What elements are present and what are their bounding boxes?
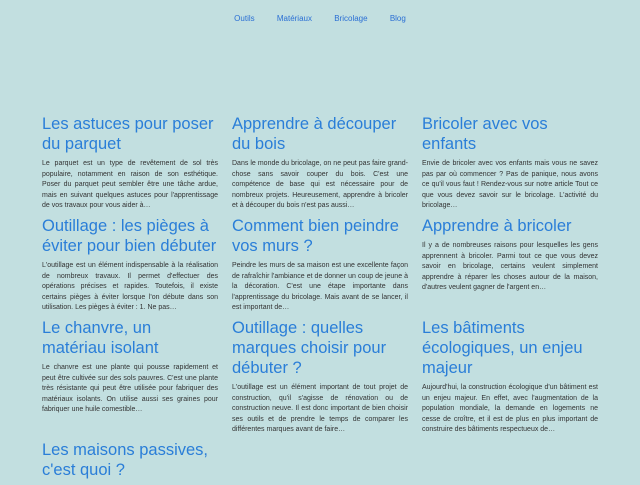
article-card bbox=[42, 318, 218, 440]
article-card bbox=[232, 318, 408, 440]
article-excerpt: L'outillage est un élément important de tout projet de construction, qu'il s'agisse de rénovation ou de construction neuve. Il est donc important de bien choisir ses outils et de prendre le temps de comparer les différentes marques avant de faire… bbox=[232, 384, 408, 433]
nav-link-blog[interactable]: Blog bbox=[389, 14, 406, 23]
nav-link-materiaux[interactable]: Matériaux bbox=[276, 14, 312, 23]
article-card bbox=[42, 440, 218, 485]
top-navigation bbox=[0, 14, 640, 23]
article-card bbox=[232, 114, 408, 216]
nav-link-bricolage[interactable]: Bricolage bbox=[334, 14, 368, 23]
article-excerpt: Envie de bricoler avec vos enfants mais vous ne savez pas par où commencer ? Pas de panique, nous avons ce qu'il vous faut ! Rendez-vous sur notre article Tout ce que vous devez savoir sur le bricolage. L'activité du bricolage… bbox=[422, 160, 598, 209]
article-title-link[interactable]: Outillage : quelles marques choisir pour débuter ? bbox=[232, 319, 387, 377]
article-card bbox=[232, 216, 408, 318]
article-title-link[interactable]: Outillage : les pièges à éviter pour bien débuter bbox=[42, 217, 217, 255]
article-title-link[interactable]: Bricoler avec vos enfants bbox=[422, 115, 548, 153]
article-card bbox=[422, 216, 598, 318]
article-excerpt: Dans le monde du bricolage, on ne peut pas faire grand-chose sans savoir couper du bois. C'est une compétence de base qui est nécessaire pour de nombreux projets. Heureusement, apprendre à bricoler et à découper du bois n'est pas aussi… bbox=[232, 160, 408, 209]
article-card bbox=[422, 114, 598, 216]
article-title-link[interactable]: Apprendre à découper du bois bbox=[232, 115, 397, 153]
article-excerpt: Le chanvre est une plante qui pousse rapidement et peut être cultivée sur des sols pauvres. C'est une plante très résistante qui peut être utilisée pour fabriquer des matériaux isolants. On utilise aussi ses graines pour fabriquer une huile comestible… bbox=[42, 364, 218, 413]
article-excerpt: Aujourd'hui, la construction écologique d'un bâtiment est un enjeu majeur. En effet, avec l'augmentation de la population mondiale, la demande en logements ne cesse de croître, et il est de plus en plus important de construire des bâtiments respectueux de… bbox=[422, 384, 598, 433]
article-grid bbox=[42, 114, 598, 485]
article-card bbox=[42, 114, 218, 216]
article-title-link[interactable]: Comment bien peindre vos murs ? bbox=[232, 217, 399, 255]
article-title-link[interactable]: Les bâtiments écologiques, un enjeu majeur bbox=[422, 319, 583, 377]
article-excerpt: L'outillage est un élément indispensable à la réalisation de nombreux travaux. Il permet d'effectuer des opérations précises et rapides. Toutefois, il existe certains pièges à éviter lorsque l'on débute dans son utilisation. Les pièges à éviter : 1. Ne pas… bbox=[42, 262, 218, 311]
article-title-link[interactable]: Apprendre à bricoler bbox=[422, 217, 572, 235]
article-title-link[interactable]: Le chanvre, un matériau isolant bbox=[42, 319, 159, 357]
article-card bbox=[42, 216, 218, 318]
article-excerpt: Le parquet est un type de revêtement de sol très populaire, notamment en raison de son esthétique. Poser du parquet peut sembler être une tâche ardue, mais en suivant quelques astuces pour l'apprentissage de vos travaux pour vous aider à… bbox=[42, 160, 218, 209]
nav-link-outils[interactable]: Outils bbox=[234, 14, 255, 23]
article-excerpt: Il y a de nombreuses raisons pour lesquelles les gens apprennent à bricoler. Parmi tout ce que vous devez savoir en bricolage, certains veulent simplement apprendre à réparer les choses autour de la maison, d'autres veulent gagner de l'argent en… bbox=[422, 242, 598, 291]
article-card bbox=[422, 318, 598, 440]
article-title-link[interactable]: Les maisons passives, c'est quoi ? bbox=[42, 441, 208, 479]
article-excerpt: Peindre les murs de sa maison est une excellente façon de rafraîchir l'ambiance et de donner un coup de jeune à la décoration. C'est une étape importante dans l'apprentissage du bricolage. Mais avant de se lancer, il est important de… bbox=[232, 262, 408, 311]
article-title-link[interactable]: Les astuces pour poser du parquet bbox=[42, 115, 214, 153]
